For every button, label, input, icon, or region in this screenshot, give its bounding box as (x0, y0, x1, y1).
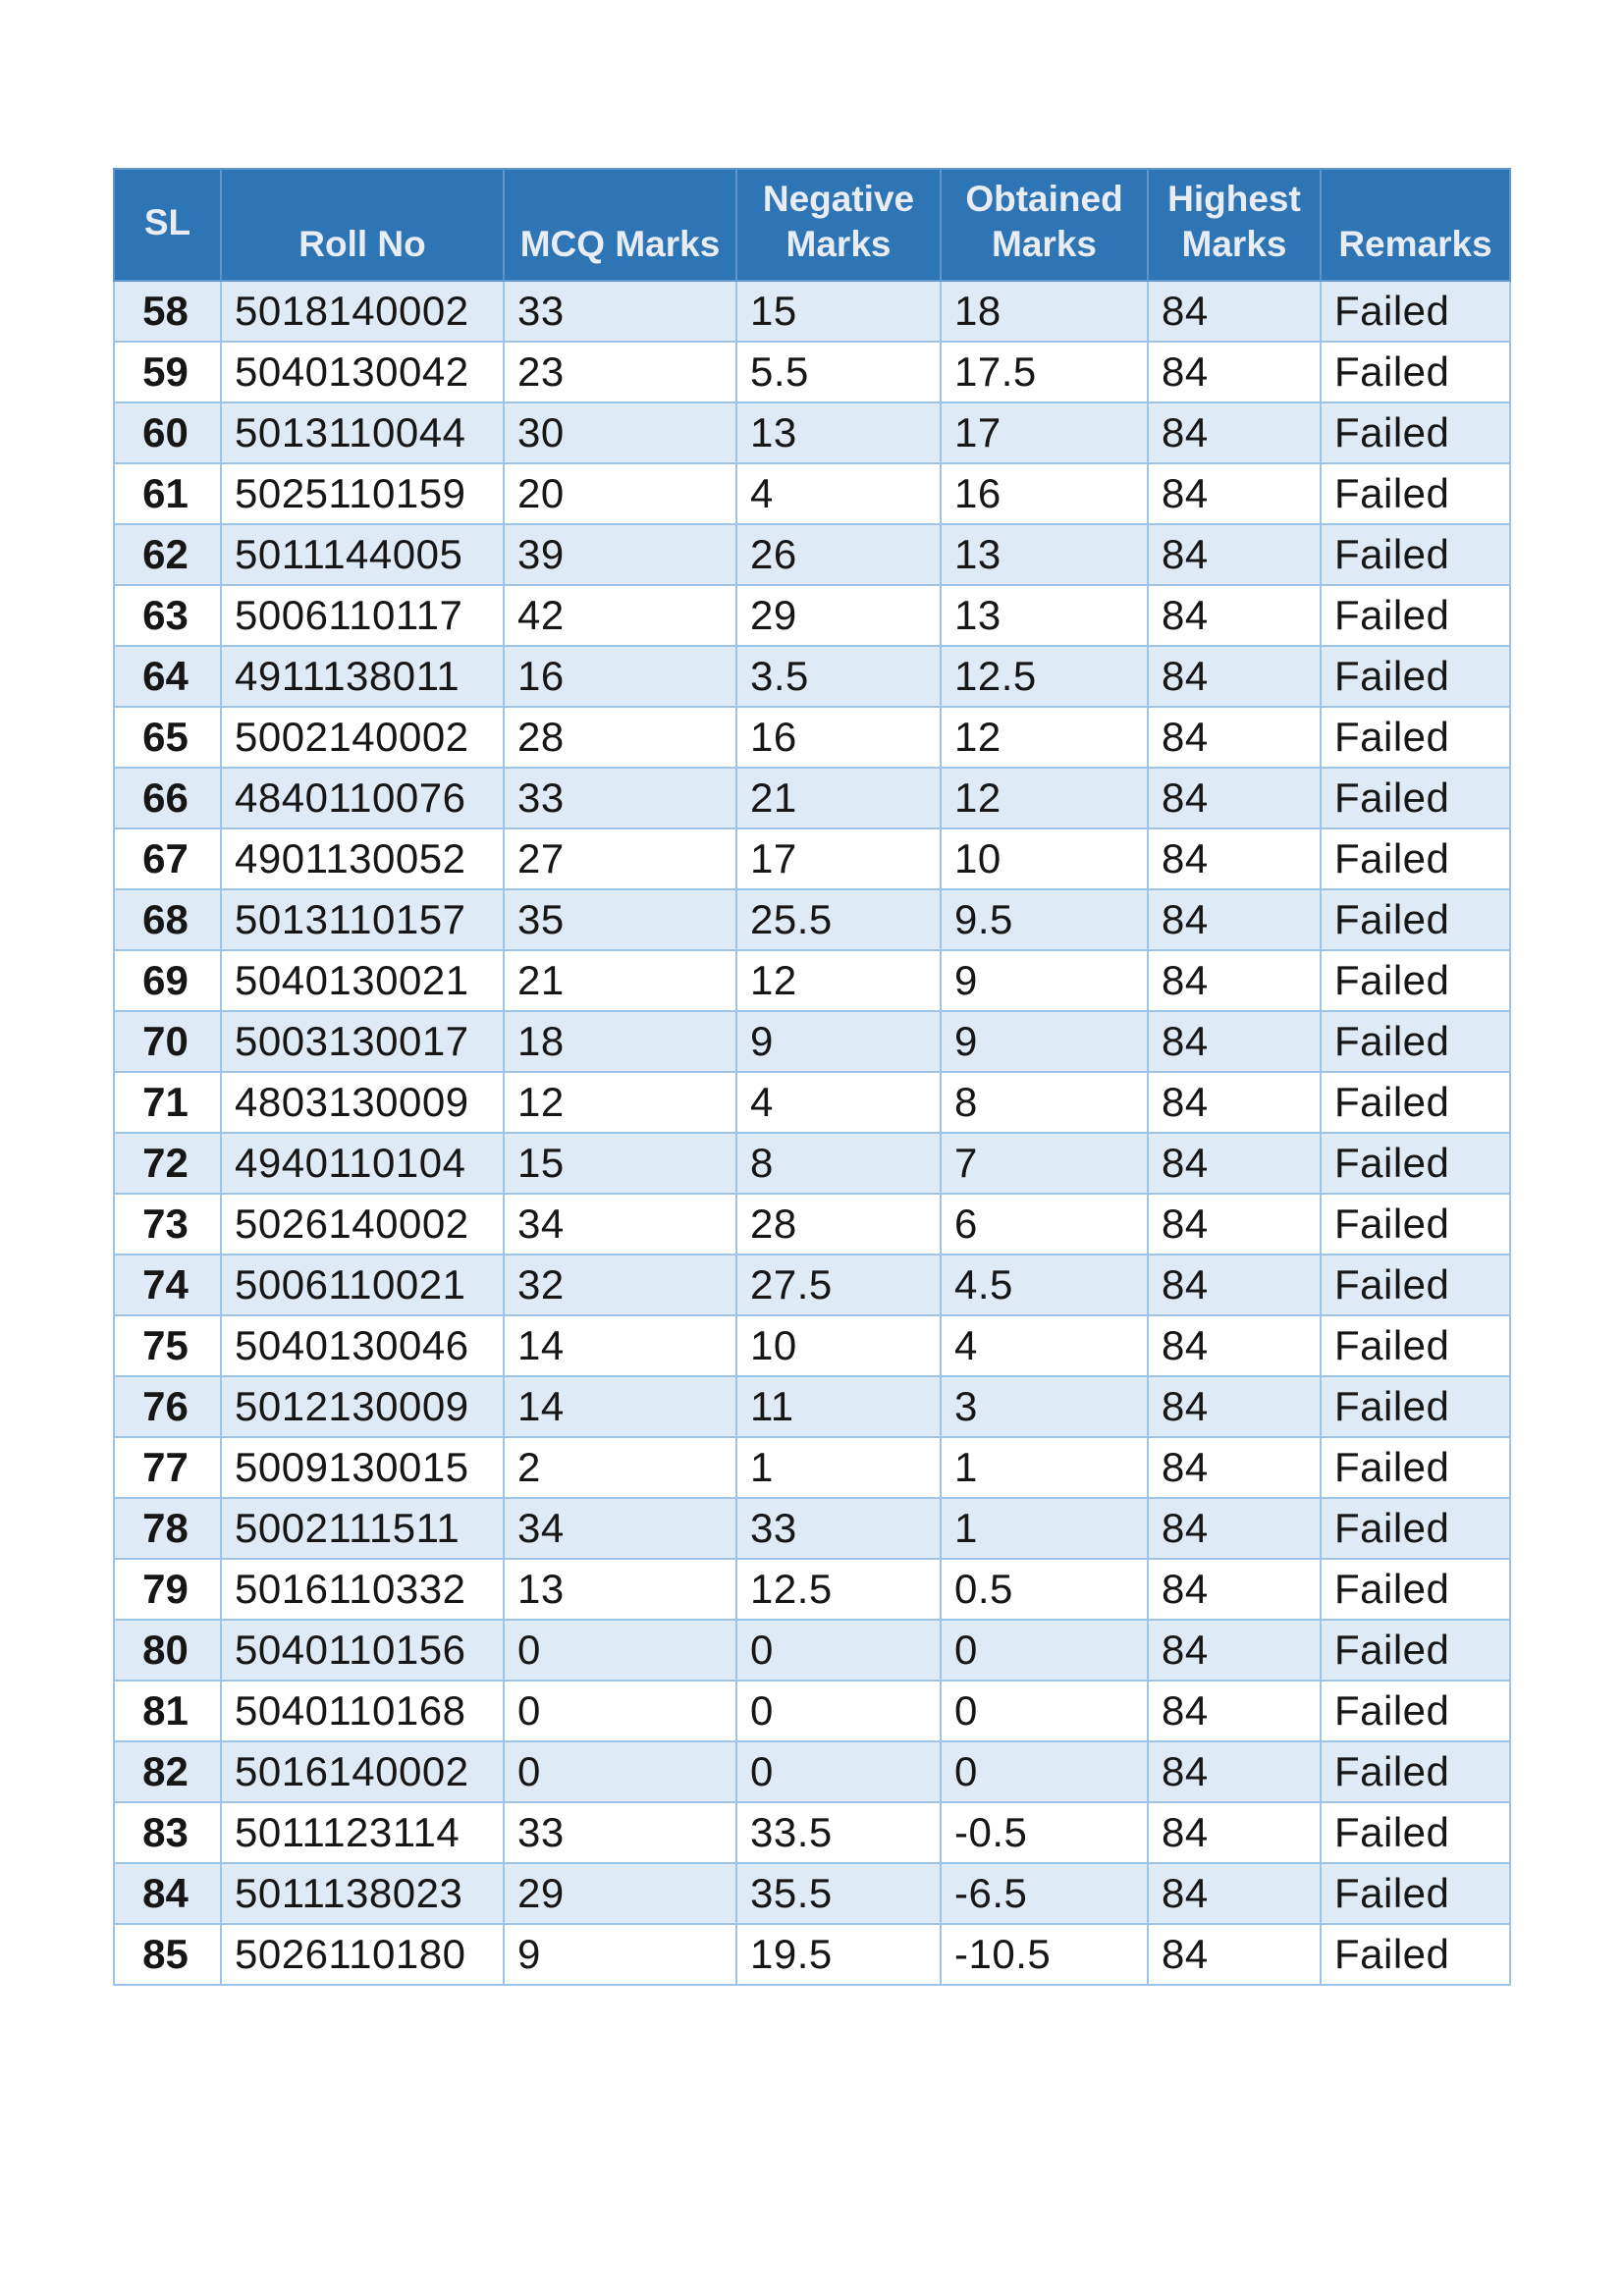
cell-highest-marks: 84 (1148, 463, 1321, 524)
cell-roll-no: 5040130021 (221, 950, 504, 1011)
cell-highest-marks: 84 (1148, 950, 1321, 1011)
cell-highest-marks: 84 (1148, 707, 1321, 768)
cell-roll-no: 5026110180 (221, 1924, 504, 1985)
table-row (114, 707, 1510, 768)
table-row (114, 1741, 1510, 1802)
cell-negative-marks: 8 (736, 1133, 941, 1194)
cell-highest-marks: 84 (1148, 1072, 1321, 1133)
cell-mcq-marks: 14 (504, 1376, 736, 1437)
cell-sl: 69 (114, 950, 221, 1011)
cell-negative-marks: 0 (736, 1620, 941, 1681)
cell-mcq-marks: 12 (504, 1072, 736, 1133)
table-row (114, 1924, 1510, 1985)
cell-roll-no: 4911138011 (221, 646, 504, 707)
cell-remarks: Failed (1321, 1620, 1510, 1681)
cell-roll-no: 5040130046 (221, 1315, 504, 1376)
cell-remarks: Failed (1321, 1559, 1510, 1620)
cell-highest-marks: 84 (1148, 585, 1321, 646)
cell-remarks: Failed (1321, 1376, 1510, 1437)
cell-roll-no: 5013110157 (221, 889, 504, 950)
cell-mcq-marks: 42 (504, 585, 736, 646)
cell-roll-no: 5002140002 (221, 707, 504, 768)
cell-roll-no: 4803130009 (221, 1072, 504, 1133)
cell-obtained-marks: -10.5 (941, 1924, 1148, 1985)
cell-obtained-marks: 0 (941, 1620, 1148, 1681)
column-header-label: Marks (1181, 224, 1287, 265)
cell-remarks: Failed (1321, 707, 1510, 768)
table-row (114, 1376, 1510, 1437)
cell-obtained-marks: 12.5 (941, 646, 1148, 707)
table-row (114, 768, 1510, 828)
cell-highest-marks: 84 (1148, 524, 1321, 585)
cell-obtained-marks: 9 (941, 1011, 1148, 1072)
cell-highest-marks: 84 (1148, 768, 1321, 828)
cell-negative-marks: 1 (736, 1437, 941, 1498)
cell-mcq-marks: 33 (504, 281, 736, 342)
cell-highest-marks: 84 (1148, 1924, 1321, 1985)
cell-roll-no: 5026140002 (221, 1194, 504, 1255)
cell-obtained-marks: 16 (941, 463, 1148, 524)
cell-sl: 77 (114, 1437, 221, 1498)
cell-mcq-marks: 16 (504, 646, 736, 707)
table-row (114, 1255, 1510, 1315)
cell-highest-marks: 84 (1148, 1498, 1321, 1559)
cell-sl: 59 (114, 342, 221, 402)
column-header-negative-marks (736, 169, 941, 281)
cell-mcq-marks: 21 (504, 950, 736, 1011)
cell-obtained-marks: 4.5 (941, 1255, 1148, 1315)
cell-mcq-marks: 29 (504, 1863, 736, 1924)
table-row (114, 950, 1510, 1011)
cell-remarks: Failed (1321, 342, 1510, 402)
cell-roll-no: 5011144005 (221, 524, 504, 585)
cell-remarks: Failed (1321, 1194, 1510, 1255)
cell-roll-no: 4901130052 (221, 828, 504, 889)
cell-sl: 68 (114, 889, 221, 950)
cell-sl: 65 (114, 707, 221, 768)
column-header-roll-no (221, 169, 504, 281)
column-header-obtained-marks (941, 169, 1148, 281)
cell-obtained-marks: 13 (941, 524, 1148, 585)
column-header-remarks (1321, 169, 1510, 281)
table-row (114, 1863, 1510, 1924)
cell-sl: 74 (114, 1255, 221, 1315)
cell-remarks: Failed (1321, 1802, 1510, 1863)
cell-remarks: Failed (1321, 281, 1510, 342)
cell-remarks: Failed (1321, 646, 1510, 707)
cell-remarks: Failed (1321, 950, 1510, 1011)
table-row (114, 1437, 1510, 1498)
cell-highest-marks: 84 (1148, 1376, 1321, 1437)
table-row (114, 1011, 1510, 1072)
table-row (114, 1315, 1510, 1376)
cell-sl: 73 (114, 1194, 221, 1255)
cell-roll-no: 5018140002 (221, 281, 504, 342)
cell-remarks: Failed (1321, 1133, 1510, 1194)
cell-roll-no: 4940110104 (221, 1133, 504, 1194)
cell-highest-marks: 84 (1148, 1620, 1321, 1681)
column-header-label: Obtained (965, 179, 1123, 220)
cell-mcq-marks: 0 (504, 1741, 736, 1802)
cell-sl: 83 (114, 1802, 221, 1863)
cell-highest-marks: 84 (1148, 342, 1321, 402)
cell-remarks: Failed (1321, 402, 1510, 463)
cell-obtained-marks: 0.5 (941, 1559, 1148, 1620)
cell-remarks: Failed (1321, 1315, 1510, 1376)
cell-mcq-marks: 0 (504, 1620, 736, 1681)
cell-obtained-marks: 7 (941, 1133, 1148, 1194)
column-header-label: Highest (1167, 179, 1301, 220)
cell-sl: 63 (114, 585, 221, 646)
cell-sl: 79 (114, 1559, 221, 1620)
cell-highest-marks: 84 (1148, 1011, 1321, 1072)
cell-obtained-marks: 17.5 (941, 342, 1148, 402)
cell-highest-marks: 84 (1148, 402, 1321, 463)
cell-highest-marks: 84 (1148, 1559, 1321, 1620)
cell-obtained-marks: 9.5 (941, 889, 1148, 950)
cell-negative-marks: 28 (736, 1194, 941, 1255)
cell-roll-no: 5002111511 (221, 1498, 504, 1559)
cell-remarks: Failed (1321, 1437, 1510, 1498)
cell-obtained-marks: 6 (941, 1194, 1148, 1255)
table-row (114, 1802, 1510, 1863)
table-row (114, 342, 1510, 402)
cell-remarks: Failed (1321, 828, 1510, 889)
cell-remarks: Failed (1321, 463, 1510, 524)
cell-negative-marks: 11 (736, 1376, 941, 1437)
cell-mcq-marks: 15 (504, 1133, 736, 1194)
cell-remarks: Failed (1321, 585, 1510, 646)
cell-highest-marks: 84 (1148, 1802, 1321, 1863)
cell-remarks: Failed (1321, 1681, 1510, 1741)
cell-mcq-marks: 30 (504, 402, 736, 463)
column-header-sl (114, 169, 221, 281)
cell-mcq-marks: 33 (504, 1802, 736, 1863)
cell-highest-marks: 84 (1148, 828, 1321, 889)
cell-mcq-marks: 34 (504, 1498, 736, 1559)
cell-sl: 84 (114, 1863, 221, 1924)
cell-mcq-marks: 34 (504, 1194, 736, 1255)
table-body (114, 281, 1510, 1985)
cell-remarks: Failed (1321, 524, 1510, 585)
cell-negative-marks: 4 (736, 1072, 941, 1133)
table-row (114, 463, 1510, 524)
table-row (114, 402, 1510, 463)
cell-roll-no: 5011123114 (221, 1802, 504, 1863)
cell-highest-marks: 84 (1148, 1741, 1321, 1802)
cell-obtained-marks: 13 (941, 585, 1148, 646)
column-header-mcq-marks (504, 169, 736, 281)
cell-remarks: Failed (1321, 768, 1510, 828)
table-row (114, 646, 1510, 707)
cell-sl: 82 (114, 1741, 221, 1802)
cell-negative-marks: 17 (736, 828, 941, 889)
cell-remarks: Failed (1321, 1072, 1510, 1133)
cell-negative-marks: 25.5 (736, 889, 941, 950)
cell-obtained-marks: 4 (941, 1315, 1148, 1376)
cell-sl: 58 (114, 281, 221, 342)
column-header-label: Remarks (1338, 224, 1492, 265)
cell-roll-no: 5003130017 (221, 1011, 504, 1072)
cell-sl: 81 (114, 1681, 221, 1741)
cell-negative-marks: 33.5 (736, 1802, 941, 1863)
cell-mcq-marks: 0 (504, 1681, 736, 1741)
cell-negative-marks: 35.5 (736, 1863, 941, 1924)
cell-obtained-marks: 18 (941, 281, 1148, 342)
cell-highest-marks: 84 (1148, 646, 1321, 707)
cell-negative-marks: 12 (736, 950, 941, 1011)
cell-remarks: Failed (1321, 1924, 1510, 1985)
column-header-label: Marks (992, 224, 1097, 265)
cell-highest-marks: 84 (1148, 1863, 1321, 1924)
cell-mcq-marks: 39 (504, 524, 736, 585)
cell-obtained-marks: -0.5 (941, 1802, 1148, 1863)
column-header-label: Negative (762, 179, 915, 220)
cell-sl: 60 (114, 402, 221, 463)
table-row (114, 1498, 1510, 1559)
table-row (114, 1133, 1510, 1194)
table-row (114, 889, 1510, 950)
cell-obtained-marks: 8 (941, 1072, 1148, 1133)
cell-sl: 64 (114, 646, 221, 707)
cell-highest-marks: 84 (1148, 1255, 1321, 1315)
cell-negative-marks: 27.5 (736, 1255, 941, 1315)
cell-mcq-marks: 27 (504, 828, 736, 889)
cell-obtained-marks: 12 (941, 768, 1148, 828)
cell-negative-marks: 5.5 (736, 342, 941, 402)
cell-roll-no: 5012130009 (221, 1376, 504, 1437)
cell-negative-marks: 13 (736, 402, 941, 463)
table-row (114, 1681, 1510, 1741)
cell-mcq-marks: 9 (504, 1924, 736, 1985)
cell-negative-marks: 12.5 (736, 1559, 941, 1620)
marks-table (113, 168, 1511, 1986)
cell-roll-no: 5025110159 (221, 463, 504, 524)
cell-sl: 71 (114, 1072, 221, 1133)
cell-highest-marks: 84 (1148, 281, 1321, 342)
cell-negative-marks: 21 (736, 768, 941, 828)
cell-highest-marks: 84 (1148, 1315, 1321, 1376)
cell-roll-no: 5006110117 (221, 585, 504, 646)
cell-negative-marks: 26 (736, 524, 941, 585)
cell-mcq-marks: 32 (504, 1255, 736, 1315)
cell-remarks: Failed (1321, 1255, 1510, 1315)
cell-sl: 72 (114, 1133, 221, 1194)
cell-negative-marks: 9 (736, 1011, 941, 1072)
cell-obtained-marks: 9 (941, 950, 1148, 1011)
cell-sl: 67 (114, 828, 221, 889)
cell-negative-marks: 0 (736, 1741, 941, 1802)
column-header-highest-marks (1148, 169, 1321, 281)
cell-negative-marks: 3.5 (736, 646, 941, 707)
cell-remarks: Failed (1321, 1741, 1510, 1802)
cell-mcq-marks: 2 (504, 1437, 736, 1498)
cell-sl: 75 (114, 1315, 221, 1376)
table-row (114, 281, 1510, 342)
column-header-label: MCQ Marks (519, 224, 721, 265)
cell-roll-no: 5006110021 (221, 1255, 504, 1315)
cell-sl: 62 (114, 524, 221, 585)
cell-sl: 70 (114, 1011, 221, 1072)
table-row (114, 828, 1510, 889)
table-row (114, 1194, 1510, 1255)
cell-negative-marks: 19.5 (736, 1924, 941, 1985)
cell-negative-marks: 15 (736, 281, 941, 342)
cell-mcq-marks: 13 (504, 1559, 736, 1620)
cell-negative-marks: 16 (736, 707, 941, 768)
cell-negative-marks: 10 (736, 1315, 941, 1376)
cell-mcq-marks: 20 (504, 463, 736, 524)
table-row (114, 1620, 1510, 1681)
cell-highest-marks: 84 (1148, 1194, 1321, 1255)
cell-obtained-marks: -6.5 (941, 1863, 1148, 1924)
cell-obtained-marks: 3 (941, 1376, 1148, 1437)
column-header-label: Marks (785, 224, 892, 265)
cell-mcq-marks: 28 (504, 707, 736, 768)
table-row (114, 524, 1510, 585)
cell-mcq-marks: 14 (504, 1315, 736, 1376)
table-header (114, 169, 1510, 281)
cell-obtained-marks: 17 (941, 402, 1148, 463)
cell-roll-no: 5013110044 (221, 402, 504, 463)
cell-mcq-marks: 35 (504, 889, 736, 950)
cell-negative-marks: 4 (736, 463, 941, 524)
cell-negative-marks: 33 (736, 1498, 941, 1559)
table-row (114, 585, 1510, 646)
cell-negative-marks: 0 (736, 1681, 941, 1741)
cell-roll-no: 5016110332 (221, 1559, 504, 1620)
header-row (114, 169, 1510, 281)
table-row (114, 1559, 1510, 1620)
cell-roll-no: 5016140002 (221, 1741, 504, 1802)
cell-roll-no: 4840110076 (221, 768, 504, 828)
cell-mcq-marks: 33 (504, 768, 736, 828)
cell-sl: 61 (114, 463, 221, 524)
cell-sl: 85 (114, 1924, 221, 1985)
cell-remarks: Failed (1321, 889, 1510, 950)
cell-highest-marks: 84 (1148, 1681, 1321, 1741)
cell-negative-marks: 29 (736, 585, 941, 646)
cell-sl: 80 (114, 1620, 221, 1681)
cell-obtained-marks: 0 (941, 1681, 1148, 1741)
cell-highest-marks: 84 (1148, 1437, 1321, 1498)
cell-roll-no: 5009130015 (221, 1437, 504, 1498)
cell-obtained-marks: 0 (941, 1741, 1148, 1802)
cell-remarks: Failed (1321, 1498, 1510, 1559)
cell-roll-no: 5011138023 (221, 1863, 504, 1924)
cell-mcq-marks: 23 (504, 342, 736, 402)
cell-roll-no: 5040130042 (221, 342, 504, 402)
column-header-label: Roll No (298, 224, 426, 265)
cell-sl: 78 (114, 1498, 221, 1559)
cell-sl: 76 (114, 1376, 221, 1437)
cell-roll-no: 5040110168 (221, 1681, 504, 1741)
cell-obtained-marks: 12 (941, 707, 1148, 768)
column-header-label: SL (143, 202, 191, 243)
cell-remarks: Failed (1321, 1011, 1510, 1072)
cell-obtained-marks: 1 (941, 1437, 1148, 1498)
cell-highest-marks: 84 (1148, 1133, 1321, 1194)
cell-remarks: Failed (1321, 1863, 1510, 1924)
cell-highest-marks: 84 (1148, 889, 1321, 950)
cell-obtained-marks: 10 (941, 828, 1148, 889)
cell-mcq-marks: 18 (504, 1011, 736, 1072)
cell-roll-no: 5040110156 (221, 1620, 504, 1681)
table-row (114, 1072, 1510, 1133)
cell-obtained-marks: 1 (941, 1498, 1148, 1559)
cell-sl: 66 (114, 768, 221, 828)
